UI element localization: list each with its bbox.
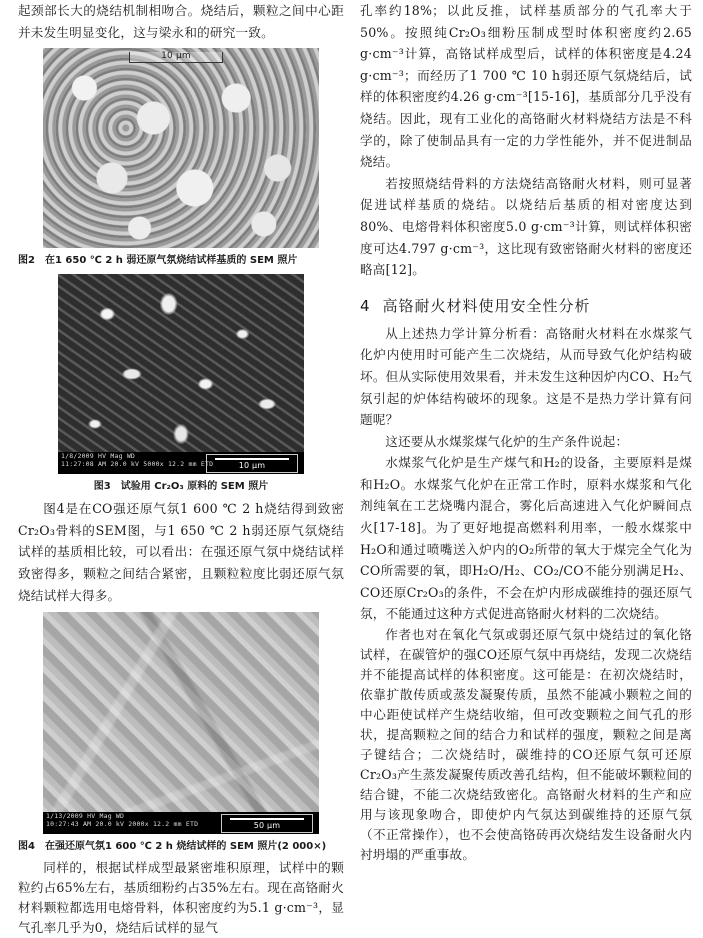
section-heading [360,295,692,317]
paragraph-fig4-description: 图4是在CO强还原气氛1 600 ℃ 2 h烧结得到致密Cr₂O₃骨料的SEM图，与1 650 ℃ 2 h弱还原气氛烧结试样的基质相比较，可以看出：在强还原气氛中烧结试样致密得多，颗粒之间结合紧密，且颗粒粒度比弱还原气氛烧结试样大得多。 [18,501,344,603]
right-column [360,0,692,865]
scale-bar: 10 μm [129,52,223,63]
sem-info-header: 1/8/2009 HV Mag WD [61,452,136,461]
figure-4-caption: 图4 在强还原气氛1 600 ℃ 2 h 烧结试样的 SEM 照片(2 000×) [18,841,327,853]
sem-info-bar [43,812,319,834]
paragraph-6: 作者也对在氧化气氛或弱还原气氛中烧结过的氧化铬试样，在碳管炉的强CO还原气氛中再烧结，发现二次烧结并不能提高试样的体积密度。这可能是：在初次烧结时，依靠扩散传质或蒸发凝聚传质，虽然不能减小颗粒之间的中心距使试样产生烧结收缩，但可改变颗粒之间气孔的形状，提高颗粒之间的结合力和试样的强度，颗粒之间是离子键结合；二次烧结时，碳维持的CO还原气氛可还原Cr₂O₃产生蒸发凝聚传质改善孔结构，但不能破坏颗粒间的结合键，不能二次烧结致密化。高铬耐火材料的生产和应用与该现象吻合，即使炉内气氛达到碳维持的还原气氛（不正常操作），也不会使高铬砖再次烧结发生设备耐火内衬坍塌的严重事故。 [360,627,692,863]
left-column [18,0,344,938]
scale-bar-label: 50 μm [253,821,281,831]
sem-info-values: 10:27:43 AM 20.0 kV 2000x 12.2 mm ETD [46,820,199,829]
figure-4-sem-image [43,612,319,834]
paragraph-1: 孔率约18%；以此反推，试样基质部分的气孔率大于50%。按照纯Cr₂O₃细粉压制成型时体积密度约2.65 g·cm⁻³计算，高铬试样成型后，试样的体积密度是4.24 g·cm⁻³；而经历了1 700 ℃ 10 h弱还原气氛烧结后，试样的体积密度约4.26 g·cm⁻³[15-16]，基质部分几乎没有烧结。因此，现有工业化的高铬耐火材料烧结方法是不科学的，除了使制品具有一定的力学性能外，并不促进制品烧结。 [360,3,692,170]
paragraph-bottom: 同样的，根据试样成型最紧密堆积原理，试样中的颗粒约占65%左右，基质细粉约占35%左右。现在高铬耐火材料颗粒都选用电熔骨料，体积密度约为5.1 g·cm⁻³，显气孔率几乎为0，烧结后试样的显气 [18,860,344,936]
section-title: 高铬耐火材料使用安全性分析 [382,296,591,315]
scale-bar [206,454,298,473]
figure-2-caption: 图2 在1 650 ℃ 2 h 弱还原气氛烧结试样基质的 SEM 照片 [18,255,298,267]
paragraph-top: 起颈部长大的烧结机制相吻合。烧结后，颗粒之间中心距并未发生明显变化，这与梁永和的研究一致。 [18,3,344,40]
paragraph-5: 水煤浆气化炉是生产煤气和H₂的设备，主要原料是煤和H₂O。水煤浆气化炉在正常工作时，原料水煤浆和气化剂纯氧在工艺烧嘴内混合，雾化后高速进入气化炉瞬间点火[17-18]。为了更好地提高燃料利用率，一般水煤浆中H₂O和通过喷嘴送入炉内的O₂所带的氧大于煤完全气化为CO所需要的氧，即H₂O/H₂、CO₂/CO不能分别满足H₂、CO还原Cr₂O₃的条件，不会在炉内形成碳维持的强还原气氛，不能通过这种方式促进高铬耐火材料的二次烧结。 [360,455,692,622]
paragraph-2: 若按照烧结骨料的方法烧结高铬耐火材料，则可显著促进试样基质的烧结。以烧结后基质的相对密度达到80%、电熔骨料体积密度5.0 g·cm⁻³计算，则试样体积密度可达4.797 g·cm⁻³，这比现有致密铬耐火材料的密度还略高[12]。 [360,175,692,278]
paragraph-4: 这还要从水煤浆煤气化炉的生产条件说起： [385,433,629,449]
scale-bar-line [215,458,289,460]
sem-info-bar [58,452,304,474]
figure-3-caption: 图3 试验用 Cr₂O₃ 原料的 SEM 照片 [93,481,269,493]
paragraph-3: 从上述热力学计算分析看：高铬耐火材料在水煤浆气化炉内使用时可能产生二次烧结，从而导致气化炉结构破坏。但从实际使用效果看，并未发生这种因炉内CO、H₂气氛引起的炉体结构破坏的现象。这是不是热力学计算有问题呢？ [360,325,692,428]
figure-2-sem-image [43,48,319,248]
sem-info-header: 1/13/2009 HV Mag WD [46,812,125,821]
scale-bar-label: 10 μm [238,461,266,471]
figure-3-sem-image [58,274,304,474]
scale-bar [221,814,313,833]
sem-info-values: 11:27:08 AM 20.0 kV 5000x 12.2 mm ETD [61,460,214,469]
scale-bar-line [230,818,304,820]
section-number: 4 [360,296,371,315]
